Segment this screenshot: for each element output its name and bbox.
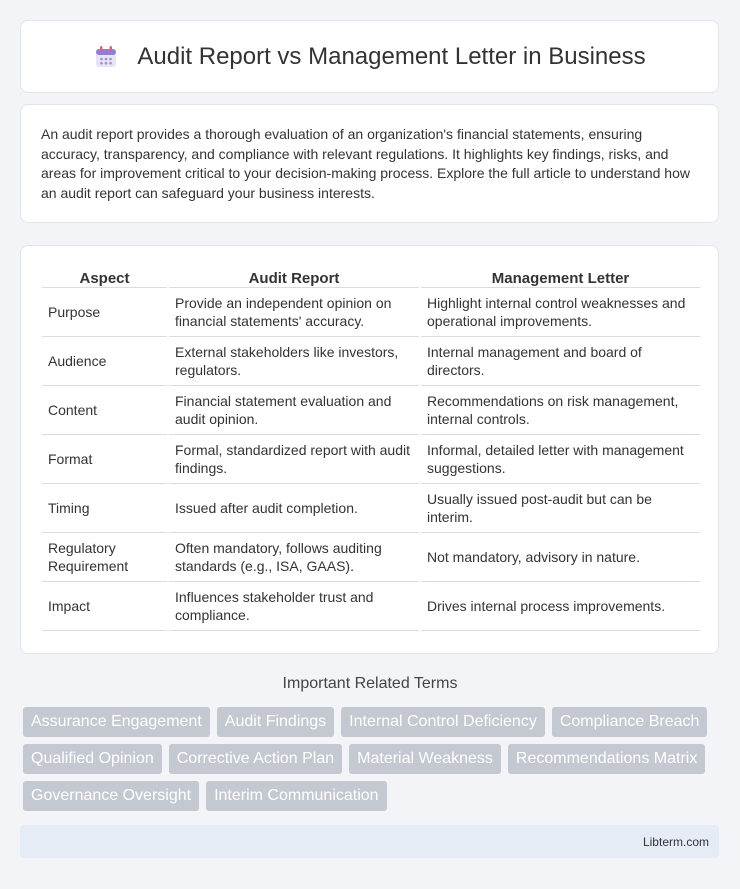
table-row	[42, 582, 700, 631]
row-audit-report: Often mandatory, follows auditing standards (e.g., ISA, GAAS).	[169, 533, 419, 582]
table-header-row	[42, 266, 700, 288]
intro-text: An audit report provides a thorough evaluation of an organization's financial statements, ensuring accuracy, transparency, and compliance with relevant regulations. It highlights key findings, risks, and areas for improvement critical to your decision-making process. Explore the full article to understand how an audit report can safeguard your business interests.	[41, 126, 690, 201]
row-management-letter: Highlight internal control weaknesses and operational improvements.	[421, 288, 700, 337]
row-management-letter: Not mandatory, advisory in nature.	[421, 533, 700, 582]
row-aspect: Audience	[42, 337, 167, 386]
row-audit-report: Provide an independent opinion on financial statements' accuracy.	[169, 288, 419, 337]
header-aspect: Aspect	[42, 266, 167, 288]
table-row	[42, 288, 700, 337]
header-audit-report: Audit Report	[169, 266, 419, 288]
table-row	[42, 533, 700, 582]
table-row	[42, 337, 700, 386]
related-term-tag[interactable]: Governance Oversight	[23, 781, 199, 811]
table-row	[42, 386, 700, 435]
row-aspect: Regulatory Requirement	[42, 533, 167, 582]
row-management-letter: Internal management and board of directors.	[421, 337, 700, 386]
row-aspect: Timing	[42, 484, 167, 533]
calendar-icon	[93, 44, 119, 70]
related-term-tag[interactable]: Audit Findings	[217, 707, 334, 737]
row-management-letter: Informal, detailed letter with management suggestions.	[421, 435, 700, 484]
row-aspect: Format	[42, 435, 167, 484]
related-term-tag[interactable]: Recommendations Matrix	[508, 744, 705, 774]
header-card	[20, 20, 719, 93]
row-management-letter: Recommendations on risk management, internal controls.	[421, 386, 700, 435]
row-audit-report: Formal, standardized report with audit findings.	[169, 435, 419, 484]
row-audit-report: External stakeholders like investors, regulators.	[169, 337, 419, 386]
table-row	[42, 484, 700, 533]
comparison-card	[20, 245, 719, 654]
row-aspect: Content	[42, 386, 167, 435]
related-term-tag[interactable]: Corrective Action Plan	[169, 744, 342, 774]
row-audit-report: Issued after audit completion.	[169, 484, 419, 533]
row-management-letter: Usually issued post-audit but can be interim.	[421, 484, 700, 533]
related-term-tag[interactable]: Qualified Opinion	[23, 744, 162, 774]
footer	[20, 825, 719, 858]
row-aspect: Impact	[42, 582, 167, 631]
related-term-tag[interactable]: Material Weakness	[349, 744, 501, 774]
related-terms-list	[23, 707, 723, 811]
related-term-tag[interactable]: Compliance Breach	[552, 707, 708, 737]
comparison-table	[40, 266, 702, 631]
header-management-letter: Management Letter	[421, 266, 700, 288]
row-audit-report: Influences stakeholder trust and compliance.	[169, 582, 419, 631]
row-aspect: Purpose	[42, 288, 167, 337]
header	[93, 43, 645, 71]
page-title: Audit Report vs Management Letter in Business	[137, 42, 646, 70]
intro-card	[20, 104, 719, 223]
related-term-tag[interactable]: Internal Control Deficiency	[341, 707, 545, 737]
table-row	[42, 435, 700, 484]
row-audit-report: Financial statement evaluation and audit opinion.	[169, 386, 419, 435]
row-management-letter: Drives internal process improvements.	[421, 582, 700, 631]
footer-brand-link[interactable]: Libterm.com	[642, 834, 709, 849]
related-terms-title: Important Related Terms	[282, 675, 458, 692]
related-term-tag[interactable]: Interim Communication	[206, 781, 387, 811]
related-term-tag[interactable]: Assurance Engagement	[23, 707, 210, 737]
